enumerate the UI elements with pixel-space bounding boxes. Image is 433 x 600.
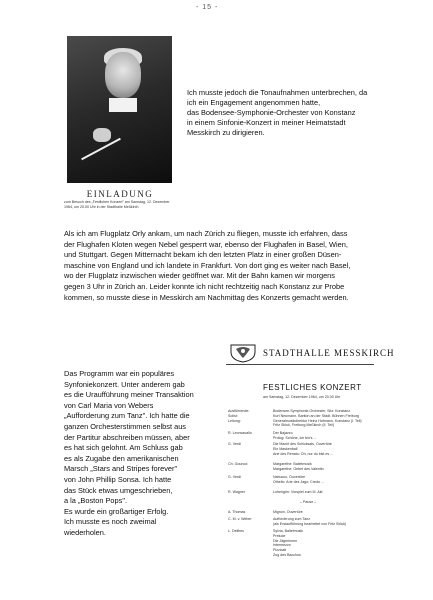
photo-collar	[109, 98, 137, 112]
venue-name: STADTHALLE MESSKIRCH	[263, 348, 395, 358]
paragraph-line: es hat sich gelohnt. Am Schluss gab	[64, 443, 183, 453]
paragraph-line: Ich musste jedoch die Tonaufnahmen unterbrechen, da	[187, 88, 368, 97]
composer: G. Verdi	[228, 475, 241, 479]
work-title: Margarethe: Gebet des Valentin	[273, 466, 324, 471]
work	[273, 462, 324, 472]
paragraph-line: Messkirch zu dirigieren.	[187, 128, 265, 137]
work-title: Arie des Renato: Oh, nur du bist es ...	[273, 451, 334, 456]
work	[273, 442, 333, 456]
work	[273, 529, 303, 558]
work: Lohengrin: Vorspiel zum III. Akt	[273, 490, 323, 494]
paragraph-line: von Carl Maria von Webers	[64, 400, 154, 410]
paragraph-line: Es wurde ein großartiger Erfolg.	[64, 506, 169, 516]
paragraph-line: in einem Sinfonie-Konzert in meiner Heimatstadt	[187, 118, 346, 127]
performer: Fritz Stöck, Freiburg-Meßkirch (II. Teil)	[273, 423, 335, 428]
work-title: Margarethe: Balletmusik	[273, 462, 312, 466]
paragraph-line: kommen, so musste diese in Messkirch am Nachmittag des Konzerts gemacht werden.	[64, 292, 349, 302]
paragraph-line: gegen 3 Uhr in Zürich an. Leider konnte ich nicht rechtzeitig nach Konstanz zur Probe	[64, 281, 345, 291]
work-title: Die Jägerinnen	[273, 538, 298, 543]
paragraph-line: Das Programm war ein populäres	[64, 369, 175, 378]
composer: G. Verdi	[228, 442, 241, 446]
work-title: Intermezzo	[273, 543, 291, 548]
paragraph-line: ich ein Engagement angenommen hatte,	[187, 98, 321, 107]
concert-date: am Samstag, 12. Dezember 1964, um 20.00 Uhr	[263, 395, 341, 399]
label-solist: Solist:	[228, 413, 238, 418]
composer: Ch. Gounod	[228, 462, 248, 466]
work-title: Pizzicati	[273, 548, 287, 553]
label-leitung: Leitung:	[228, 418, 241, 423]
invitation-caption: zum Besuch des „Festlichen Konzert" am Samstag, 12. Dezember 1964, um 20.00 Uhr in der Stadthalle Meßkirch	[64, 200, 170, 209]
conductor-photo	[67, 36, 172, 183]
composer: L. Delibes	[228, 529, 244, 533]
paragraph-line: der Partitur abschreiben müssen, aber	[64, 432, 190, 442]
paragraph-line: der Flughafen Kloten wegen Nebel gesperrt war, ebenso der Flughafen in Basel, Wien,	[64, 239, 348, 249]
paragraph-line: wiederholen.	[64, 527, 106, 537]
paragraph-line: ganzen Orchesterstimmen selbst aus	[64, 421, 186, 431]
work-title: Sylvia, Balletmusik	[273, 529, 303, 533]
town-crest-icon	[228, 343, 258, 363]
label-ausfuehrende: Ausführende:	[228, 409, 250, 413]
performer: Kurt Neumann, Bariton an der Städt. Bühnen Freiburg	[273, 413, 359, 418]
work-title: Zug des Bacchus	[273, 552, 301, 557]
work-title: Prelude	[273, 533, 286, 538]
work-title: (als Erstaufführung bearbeitet von Fritz Stöck)	[273, 521, 347, 526]
photo-hand	[93, 128, 111, 142]
paragraph-line: „Aufforderung zum Tanz". Ich hatte die	[64, 411, 190, 421]
paragraph-2	[64, 229, 412, 303]
performers-labels	[228, 409, 249, 423]
paragraph-line: Als ich am Flugplatz Orly ankam, um nach Zürich zu fliegen, musste ich erfahren, dass	[64, 229, 348, 238]
work-title: Der Bajazzo	[273, 431, 293, 435]
paragraph-3	[64, 369, 209, 539]
work	[273, 517, 346, 527]
paragraph-line: und Stuttgart. Gegen Mitternacht bekam ich den letzten Platz in einer großen Düsen-	[64, 250, 342, 260]
photo-face	[105, 52, 141, 98]
paragraph-line: es die Uraufführung meiner Transaktion	[64, 390, 194, 400]
paragraph-line: Synfoniekonzert. Unter anderem gab	[64, 379, 185, 389]
composer: R. Wagner	[228, 490, 246, 494]
pause-label: – Pause –	[300, 500, 317, 504]
work-title: Aufforderung zum Tanz	[273, 517, 311, 521]
invitation-heading: EINLADUNG	[86, 189, 154, 199]
work-title: Nabucco, Ouvertüre	[273, 475, 306, 479]
work-title: Othello: Arie des Jago: Credo ...	[273, 479, 324, 484]
paragraph-line: es als Zugabe den amerikanischen	[64, 453, 179, 463]
paragraph-line: das Stück etwas umgeschrieben,	[64, 485, 173, 495]
performer: Generalmusikdirektor Heinz Hofmann, Konstanz (I. Teil)	[273, 418, 362, 423]
paragraph-line: Marsch „Stars and Stripes forever"	[64, 464, 178, 474]
performer: Bodensee-Symphonie-Orchester, Sitz: Konstanz	[273, 409, 351, 413]
page-number: - 15 -	[196, 4, 219, 11]
paragraph-line: a la „Boston Pops".	[64, 496, 128, 506]
paragraph-1	[187, 88, 419, 138]
performers-list	[273, 409, 362, 428]
paragraph-line: wo der Flugplatz inzwischen wieder geöffnet war. Mit der Bahn kamen wir morgens	[64, 271, 335, 281]
work-title: Die Macht des Schicksals, Ouvertüre	[273, 442, 332, 446]
composer: C. M. v. Weber	[228, 517, 252, 521]
paragraph-line: Ich musste es noch zweimal	[64, 517, 157, 527]
composer: A. Thomas	[228, 510, 246, 514]
work	[273, 475, 324, 485]
paragraph-line: das Bodensee-Symphonie-Orchester von Konstanz	[187, 108, 356, 117]
work: Mignon, Ouvertüre	[273, 510, 303, 514]
work-title: Prolog: Schöne, ich bin's ...	[273, 435, 317, 440]
paragraph-line: maschine von England und ich landete in Frankfurt. Von dort ging es weiter nach Basel,	[64, 260, 351, 270]
venue-rule	[226, 364, 374, 365]
paragraph-line: von John Phillip Sonsa. Ich hatte	[64, 474, 172, 484]
work	[273, 431, 316, 441]
work-title: Ein Maskenball	[273, 446, 298, 451]
composer: R. Leoncavallo	[228, 431, 252, 435]
concert-title: FESTLICHES KONZERT	[263, 383, 362, 392]
